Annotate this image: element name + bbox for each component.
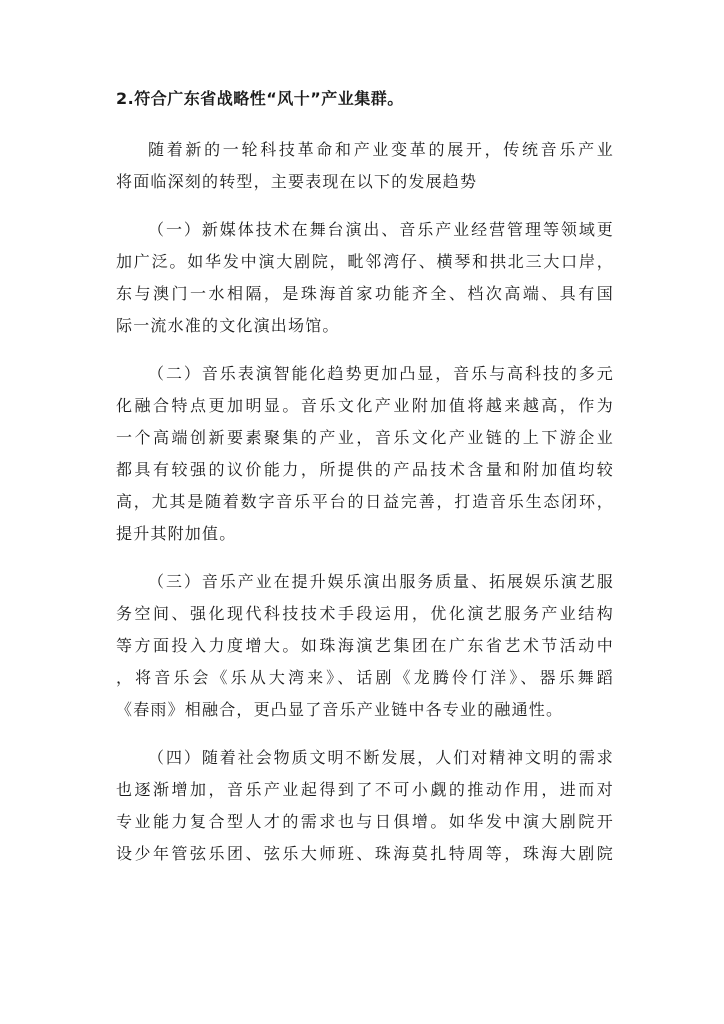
paragraph-line: 《春雨》相融合，更凸显了音乐产业链中各专业的融通性。 — [116, 700, 564, 719]
paragraph-line: 都具有较强的议价能力，所提供的产品技术含量和附加值均较 — [116, 460, 614, 479]
section-heading: 2.符合广东省战略性“风十”产业集群。 — [116, 89, 404, 108]
paragraph-line: 化融合特点更加明显。音乐文化产业附加值将越来越高，作为 — [116, 396, 614, 415]
paragraph-line: （四）随着社会物质文明不断发展，人们对精神文明的需求 — [148, 748, 614, 767]
paragraph-line: 加广泛。如华发中演大剧院，毗邻湾仔、横琴和拱北三大口岸， — [116, 252, 614, 271]
paragraph-line: 务空间、强化现代科技技术手段运用，优化演艺服务产业结构 — [116, 604, 614, 623]
paragraph-line: 等方面投入力度增大。如珠海演艺集团在广东省艺术节活动中 — [116, 636, 614, 655]
intro-paragraph — [116, 134, 614, 198]
paragraph-line: 东与澳门一水相隔，是珠海首家功能齐全、档次高端、具有国 — [116, 284, 614, 303]
paragraph-line: （三）音乐产业在提升娱乐演出服务质量、拓展娱乐演艺服 — [148, 572, 614, 591]
paragraph-line: 一个高端创新要素聚集的产业，音乐文化产业链的上下游企业 — [116, 428, 614, 447]
paragraph-line: （二）音乐表演智能化趋势更加凸显，音乐与高科技的多元 — [148, 364, 614, 383]
paragraph-trend-1 — [116, 214, 614, 342]
paragraph-trend-3 — [116, 566, 614, 726]
paragraph-line: 将面临深刻的转型，主要表现在以下的发展趋势 — [116, 172, 478, 191]
paragraph-trend-2 — [116, 358, 614, 550]
paragraph-line: 设少年管弦乐团、弦乐大师班、珠海莫扎特周等，珠海大剧院 — [116, 844, 614, 863]
paragraph-line: 高，尤其是随着数字音乐平台的日益完善，打造音乐生态闭环， — [116, 492, 614, 511]
paragraph-line: （一）新媒体技术在舞台演出、音乐产业经营管理等领域更 — [148, 220, 614, 239]
paragraph-line: 随着新的一轮科技革命和产业变革的展开，传统音乐产业 — [148, 140, 614, 159]
paragraph-line: 际一流水准的文化演出场馆。 — [116, 316, 340, 335]
paragraph-trend-4 — [116, 742, 614, 870]
paragraph-line: 提升其附加值。 — [116, 524, 237, 543]
paragraph-line: ，将音乐会《乐从大湾来》、话剧《龙腾伶仃洋》、器乐舞蹈 — [116, 668, 614, 687]
paragraph-line: 也逐渐增加，音乐产业起得到了不可小觑的推动作用，进而对 — [116, 780, 614, 799]
paragraph-line: 专业能力复合型人才的需求也与日俱增。如华发中演大剧院开 — [116, 812, 614, 831]
